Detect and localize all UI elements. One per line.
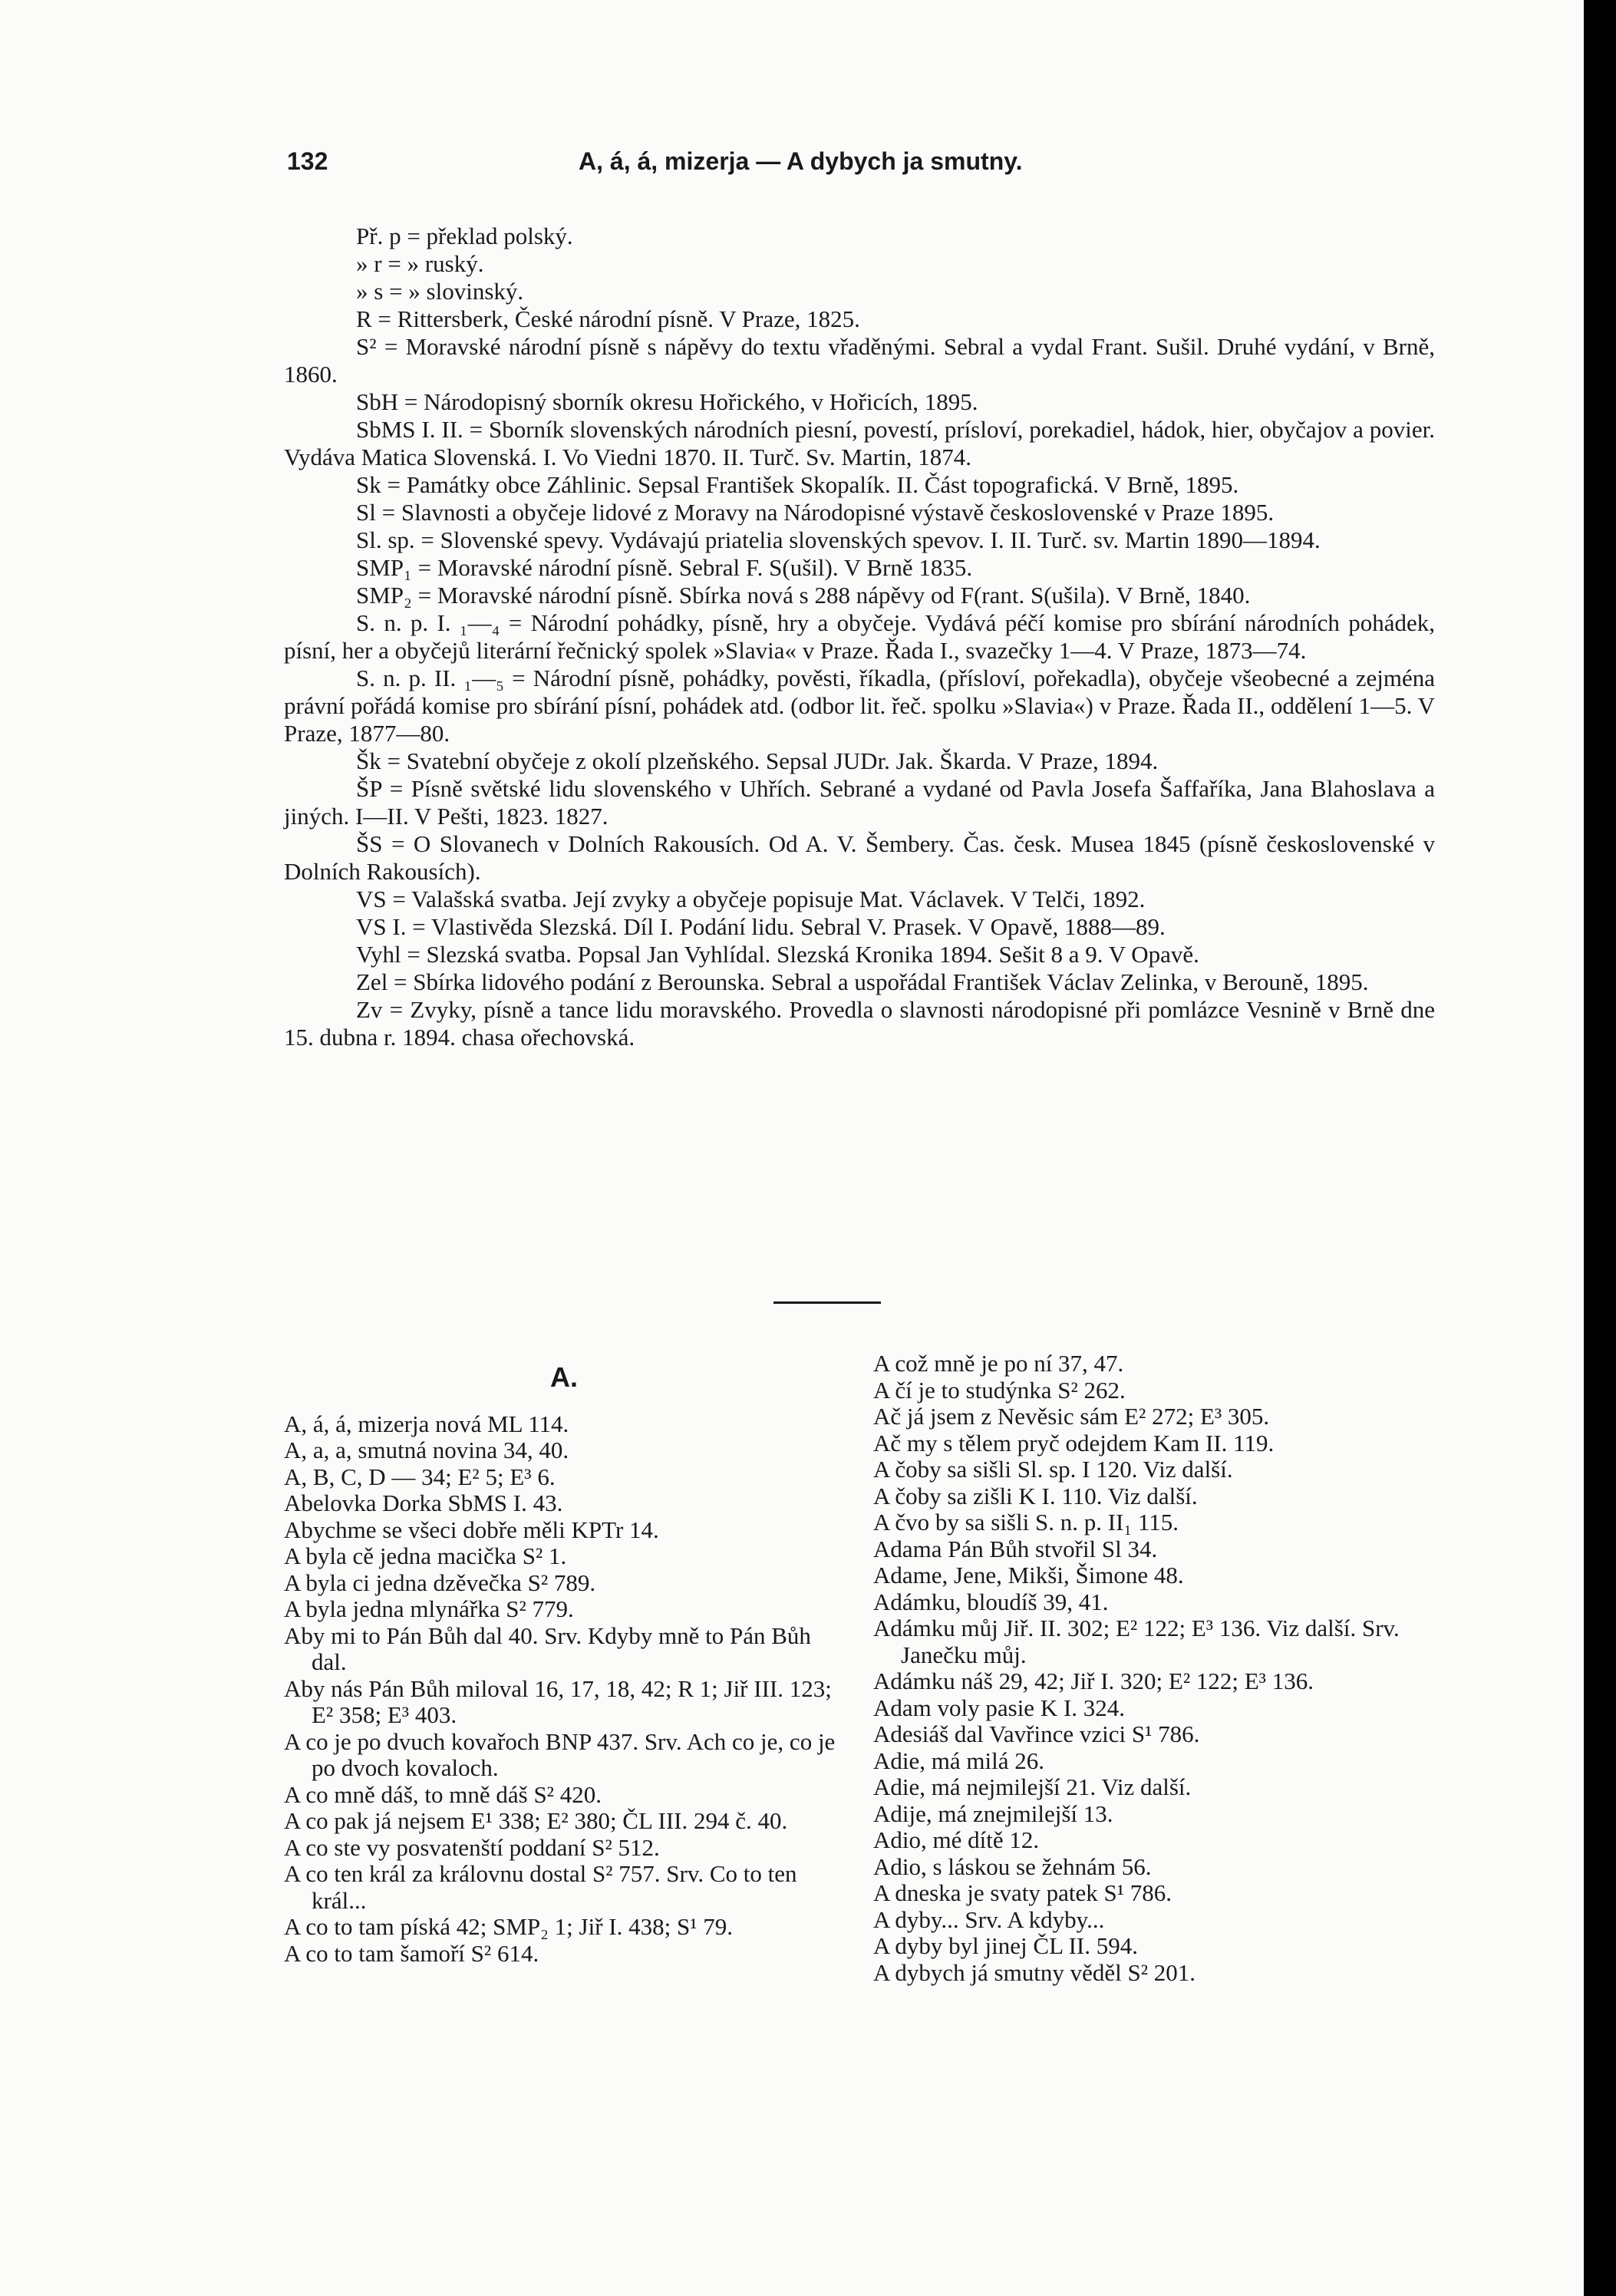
index-entry: A čvo by sa sišli S. n. p. II₁ 115. [873, 1509, 1179, 1536]
abbreviations-list [284, 223, 1435, 1051]
index-entry: A dneska je svaty patek S¹ 786. [873, 1879, 1172, 1906]
abbreviation-entry: S. n. p. I. ₁—₄ = Národní pohádky, písně, hry a obyčeje. Vydává péčí komise pro sbírání národních pohádek, písní, her a obyčejů literární řečnický spolek »Slavia« v Praze. Řada I., svazečky 1—4. V Praze, 1873—74. [284, 609, 1435, 664]
index-entry: A byla ci jedna dzěvečka S² 789. [284, 1569, 596, 1596]
abbreviation-entry: Sk = Památky obce Záhlinic. Sepsal František Skopalík. II. Část topografická. V Brně, 1895. [356, 471, 1239, 498]
index-column-right [873, 1351, 1433, 1986]
index-column-left [284, 1351, 844, 1967]
abbreviation-entry: Vyhl = Slezská svatba. Popsal Jan Vyhlídal. Slezská Kronika 1894. Sešit 8 a 9. V Opavě. [356, 941, 1199, 968]
abbreviation-entry: VS = Valašská svatba. Její zvyky a obyčeje popisuje Mat. Václavek. V Telči, 1892. [356, 886, 1146, 912]
index-entry: Adie, má milá 26. [873, 1747, 1044, 1774]
index-entry: Adámku náš 29, 42; Jiř I. 320; E² 122; E³ 136. [873, 1668, 1314, 1694]
abbreviation-entry: VS I. = Vlastivěda Slezská. Díl I. Podání lidu. Sebral V. Prasek. V Opavě, 1888—89. [356, 913, 1166, 940]
section-divider [773, 1301, 881, 1304]
index-entry: A byla jedna mlynářka S² 779. [284, 1595, 574, 1622]
abbreviation-entry: Zel = Sbírka lidového podání z Berounska. Sebral a uspořádal František Václav Zelinka, v Berouně, 1895. [356, 968, 1369, 995]
index-entry: Aby mi to Pán Bůh dal 40. Srv. Kdyby mně to Pán Bůh dal. [284, 1621, 811, 1675]
index-entry: A čoby sa zišli K I. 110. Viz další. [873, 1482, 1198, 1509]
abbreviation-entry: S. n. p. II. ₁—₅ = Národní písně, pohádky, pověsti, říkadla, (přísloví, pořekadla), obyčeje všeobecné a zejména právní pořádá komise pro sbírání písní, pohádek atd. (odbor lit. řeč. spolku »Slavia«) v Praze. Řada II., oddělení 1—5. V Praze, 1877—80. [284, 665, 1435, 747]
index-heading: A. [550, 1361, 578, 1393]
index-entry: A co mně dáš, to mně dáš S² 420. [284, 1780, 602, 1808]
index-entry: A, B, C, D — 34; E² 5; E³ 6. [284, 1463, 556, 1490]
index-entry: A byla cě jedna macička S² 1. [284, 1542, 567, 1569]
index-entry: Adame, Jene, Mikši, Šimone 48. [873, 1562, 1184, 1588]
index-entry: A čí je to studýnka S² 262. [873, 1376, 1126, 1404]
index-entry: Adámku, bloudíš 39, 41. [873, 1588, 1109, 1615]
index-entry: Adámku můj Jiř. II. 302; E² 122; E³ 136. Viz další. Srv. Janečku můj. [873, 1615, 1400, 1668]
abbreviation-intro-line: » r = » ruský. [356, 250, 484, 277]
index-entry: A co ste vy posvatenští poddaní S² 512. [284, 1833, 660, 1861]
index-entry: Adesiáš dal Vavřince vzici S¹ 786. [873, 1720, 1200, 1747]
index-entry: Ač já jsem z Nevěsic sám E² 272; E³ 305. [873, 1403, 1270, 1430]
index-entry: A co to tam šamoří S² 614. [284, 1939, 539, 1967]
abbreviation-entry: SMP₂ = Moravské národní písně. Sbírka nová s 288 nápěvy od F(rant. S(ušila). V Brně, 1840. [356, 582, 1251, 609]
index-entry: Ač my s tělem pryč odejdem Kam II. 119. [873, 1429, 1275, 1456]
index-entry: A co pak já nejsem E¹ 338; E² 380; ČL III. 294 č. 40. [284, 1807, 788, 1834]
abbreviation-entry: SbMS I. II. = Sborník slovenských národních piesní, povestí, prísloví, porekadiel, hádok, hier, obyčajov a povier. Vydáva Matica Slovenská. I. Vo Viedni 1870. II. Turč. Sv. Martin, 1874. [284, 416, 1435, 470]
abbreviation-entry: ŠP = Písně světské lidu slovenského v Uhřích. Sebrané a vydané od Pavla Josefa Šaffaříka, Jana Blahoslava a jiných. I—II. V Pešti, 1823. 1827. [284, 775, 1435, 830]
abbreviation-entry: Zv = Zvyky, písně a tance lidu moravského. Provedla o slavnosti národopisné při pomlázce Vesnině v Brně dne 15. dubna r. 1894. chasa ořechovská. [284, 996, 1435, 1051]
index-entry: A čoby sa sišli Sl. sp. I 120. Viz další. [873, 1456, 1233, 1483]
abbreviation-entry: S² = Moravské národní písně s nápěvy do textu vřaděnými. Sebral a vydal Frant. Sušil. Druhé vydání, v Brně, 1860. [284, 333, 1435, 388]
abbreviation-entry: SbH = Národopisný sborník okresu Hořického, v Hořicích, 1895. [356, 388, 978, 415]
index-entry: Abelovka Dorka SbMS I. 43. [284, 1489, 563, 1516]
page-header [287, 140, 1453, 183]
index-entry: A dyby... Srv. A kdyby... [873, 1905, 1105, 1933]
index-entry: Adam voly pasie K I. 324. [873, 1694, 1126, 1721]
abbreviation-entry: Sl. sp. = Slovenské spevy. Vydávajú priatelia slovenských spevov. I. II. Turč. sv. Martin 1890—1894. [356, 526, 1321, 553]
index-entry: A, á, á, mizerja nová ML 114. [284, 1410, 569, 1437]
index-entry: A dyby byl jinej ČL II. 594. [873, 1932, 1138, 1959]
index-entry: Adio, mé dítě 12. [873, 1826, 1040, 1853]
index-entry: A, a, a, smutná novina 34, 40. [284, 1437, 569, 1463]
index-entry: Adie, má nejmilejší 21. Viz další. [873, 1773, 1192, 1800]
abbreviation-entry: SMP₁ = Moravské národní písně. Sebral F. S(ušil). V Brně 1835. [356, 554, 973, 581]
abbreviation-intro-line: Př. p = překlad polský. [356, 223, 573, 249]
index-entry: Adio, s láskou se žehnám 56. [873, 1852, 1152, 1880]
abbreviation-intro-line: » s = » slovinský. [356, 278, 524, 305]
index-entry: A co je po dvuch kovařoch BNP 437. Srv. Ach co je, co je po dvoch kovaloch. [284, 1727, 836, 1781]
index-entry: A což mně je po ní 37, 47. [873, 1350, 1124, 1377]
index-entry: Adije, má znejmilejší 13. [873, 1800, 1113, 1827]
page-number: 132 [287, 147, 328, 175]
abbreviation-entry: Šk = Svatební obyčeje z okolí plzeňského. Sepsal JUDr. Jak. Škarda. V Praze, 1894. [356, 747, 1159, 774]
abbreviation-entry: R = Rittersberk, České národní písně. V Praze, 1825. [356, 305, 860, 332]
running-title: A, á, á, mizerja — A dybych ja smutny. [579, 147, 1023, 175]
abbreviation-entry: ŠS = O Slovanech v Dolních Rakousích. Od A. V. Šembery. Čas. česk. Musea 1845 (písně československé v Dolních Rakousích). [284, 830, 1435, 885]
index-entry: A co ten král za královnu dostal S² 757. Srv. Co to ten král... [284, 1860, 797, 1914]
index-entry: Abychme se všeci dobře měli KPTr 14. [284, 1516, 659, 1543]
abbreviation-entry: Sl = Slavnosti a obyčeje lidové z Moravy na Národopisné výstavě československé v Praze 1895. [356, 499, 1275, 526]
index-entry: Aby nás Pán Bůh miloval 16, 17, 18, 42; R 1; Jiř III. 123; E² 358; E³ 403. [284, 1674, 832, 1728]
index-entry: A co to tam píská 42; SMP₂ 1; Jiř I. 438; S¹ 79. [284, 1913, 734, 1940]
index-entry: Adama Pán Bůh stvořil Sl 34. [873, 1535, 1158, 1562]
index-entry: A dybych já smutny věděl S² 201. [873, 1958, 1196, 1986]
